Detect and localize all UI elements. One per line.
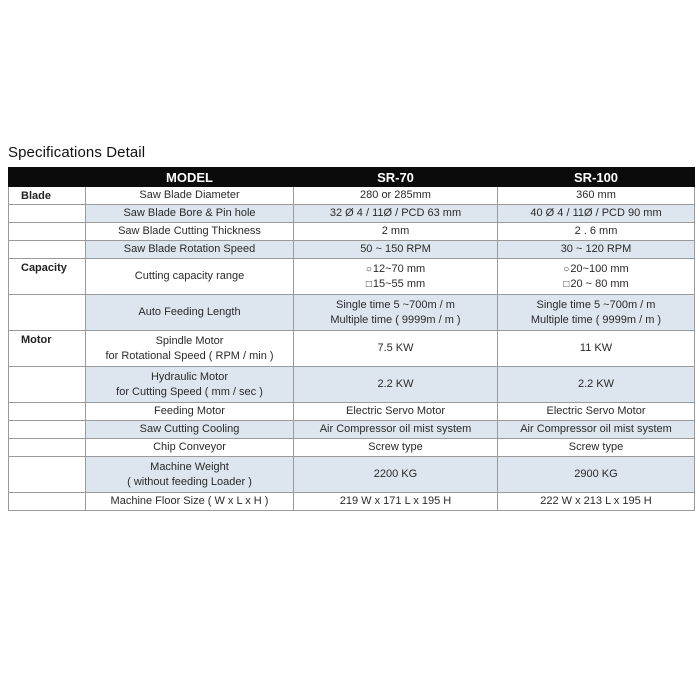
category-cell: Blade [9,187,86,205]
spec-item-cell [86,403,294,421]
sr100-value: 2900 KG [574,468,618,480]
spec-item-label: Machine Weight [150,460,229,473]
sr70-capacity-text: 12~70 mm [372,262,426,275]
table-row [9,223,695,241]
category-cell [9,295,86,331]
sr100-value-cell [498,241,695,259]
spec-item-cell [86,439,294,457]
spec-item-label: for Rotational Speed ( RPM / min ) [105,349,274,362]
sr70-value-cell [294,457,498,493]
table-row [9,493,695,511]
spec-item-label: Saw Blade Bore & Pin hole [123,207,256,219]
category-cell [9,457,86,493]
sr70-value-cell [294,187,498,205]
sr70-value-cell [294,331,498,367]
sr70-value-cell [294,403,498,421]
spec-item-label: Feeding Motor [154,405,225,417]
sr70-value: 2 mm [381,225,410,237]
spec-item-cell [86,223,294,241]
header-sr100: SR-100 [498,168,695,187]
square-bar-icon: □ [563,278,570,290]
sr70-value: 2200 KG [373,468,418,480]
sr100-value [500,262,692,277]
sr70-value: 2.2 KW [377,378,414,390]
spec-item-cell [86,205,294,223]
category-cell [9,493,86,511]
category-cell [9,241,86,259]
sr70-value-cell [294,439,498,457]
category-cell [9,367,86,403]
sr100-capacity-text: 20~100 mm [570,262,629,275]
spec-item-label: Saw Cutting Cooling [139,423,240,435]
sr70-value: 50 ~ 150 RPM [360,243,431,255]
spec-item-label: Saw Blade Cutting Thickness [118,225,261,237]
spec-item-label: Hydraulic Motor [150,370,229,383]
category-cell [9,223,86,241]
sr100-value: Air Compressor oil mist system [520,423,672,435]
sr70-value: 7.5 KW [377,342,414,354]
spec-item-cell [86,241,294,259]
sr100-value: 222 W x 213 L x 195 H [540,495,652,507]
spec-item-label: Saw Blade Rotation Speed [123,243,256,255]
sr70-value [296,262,495,277]
sr100-value-cell [498,331,695,367]
table-row [9,241,695,259]
table-row [9,439,695,457]
page-title: Specifications Detail [8,144,146,161]
sr70-value: 280 or 285mm [360,189,431,201]
spec-item-label: Machine Floor Size ( W x L x H ) [110,495,269,507]
category-cell [9,421,86,439]
table-row [9,403,695,421]
spec-item-cell [86,457,294,493]
category-cell: Capacity [9,259,86,295]
sr70-value: Electric Servo Motor [345,405,446,417]
sr100-value [500,277,692,292]
spec-item-label: Chip Conveyor [153,441,226,453]
spec-item-cell [86,259,294,295]
spec-item-cell [86,187,294,205]
table-row [9,205,695,223]
sr100-value: Multiple time ( 9999m / m ) [530,313,662,326]
header-blank [9,168,86,187]
sr100-value-cell [498,187,695,205]
table-body [9,187,695,511]
square-bar-icon: □ [365,278,372,290]
sr100-value: 30 ~ 120 RPM [560,243,632,255]
sr100-value-cell [498,259,695,295]
spec-item-cell [86,493,294,511]
header-model: MODEL [86,168,294,187]
sr100-value: 40 Ø 4 / 11Ø / PCD 90 mm [530,207,662,219]
category-cell [9,439,86,457]
sr70-value-cell [294,493,498,511]
sr70-value-cell [294,295,498,331]
sr100-value-cell [498,223,695,241]
table-row [9,187,695,205]
sr70-value [296,277,495,292]
sr70-value: 219 W x 171 L x 195 H [339,495,452,507]
table-row [9,331,695,367]
sr100-value: Electric Servo Motor [546,405,646,417]
sr70-value-cell [294,241,498,259]
spec-item-label: Auto Feeding Length [138,306,241,318]
header-sr70: SR-70 [294,168,498,187]
spec-item-label: Saw Blade Diameter [139,189,240,201]
sr70-value-cell [294,223,498,241]
sr100-value-cell [498,457,695,493]
category-cell: Motor [9,331,86,367]
sr100-value: 2.2 KW [577,378,615,390]
table-row [9,367,695,403]
specifications-table [8,167,695,511]
sr70-value: 32 Ø 4 / 11Ø / PCD 63 mm [329,207,462,219]
sr100-value-cell [498,439,695,457]
spec-item-label: ( without feeding Loader ) [127,475,252,488]
sr100-value-cell [498,367,695,403]
spec-item-cell [86,421,294,439]
round-bar-icon: ○ [563,263,570,275]
sr70-capacity-text: 15~55 mm [372,277,426,290]
sr100-value: 2 . 6 mm [574,225,618,237]
table-row [9,421,695,439]
sr100-value-cell [498,295,695,331]
table-row [9,457,695,493]
sr70-value-cell [294,205,498,223]
sr100-value-cell [498,403,695,421]
sr100-value: Single time 5 ~700m / m [536,298,656,311]
table-row [9,259,695,295]
table-header-row [9,168,695,187]
sr100-value-cell [498,493,695,511]
sr70-value: Multiple time ( 9999m / m ) [330,313,461,326]
sr70-value: Screw type [368,441,423,453]
sr70-value-cell [294,367,498,403]
sr100-value: Screw type [568,441,624,453]
sr70-value-cell [294,259,498,295]
table-row [9,295,695,331]
spec-item-cell [86,367,294,403]
sr100-value-cell [498,205,695,223]
round-bar-icon: ○ [365,263,372,275]
sr70-value: Single time 5 ~700m / m [336,298,455,311]
spec-item-label: for Cutting Speed ( mm / sec ) [116,385,263,398]
sr70-value: Air Compressor oil mist system [319,423,472,435]
sr100-capacity-text: 20 ~ 80 mm [570,277,629,290]
category-cell [9,205,86,223]
spec-item-label: Cutting capacity range [134,270,245,282]
spec-item-label: Spindle Motor [155,334,224,347]
sr100-value: 11 KW [579,342,613,354]
sr70-value-cell [294,421,498,439]
spec-item-cell [86,331,294,367]
category-cell [9,403,86,421]
spec-item-cell [86,295,294,331]
sr100-value: 360 mm [576,189,616,201]
sr100-value-cell [498,421,695,439]
